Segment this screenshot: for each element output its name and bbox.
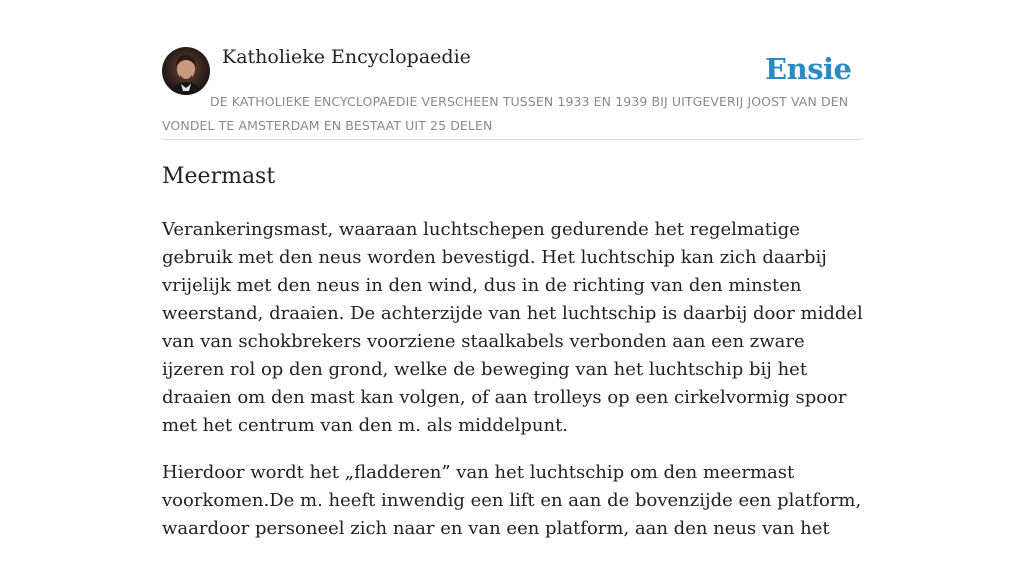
article-paragraph: Verankeringsmast, waaraan luchtschepen gedurende het regelmatige gebruik met den neus worden bevestigd. Het luchtschip kan zich daarbij vrijelijk met den neus in den wind, dus in de richting van den minsten weerstand, draaien. De achterzijde van het luchtschip is daarbij door middel van van schokbrekers voorziene staalkabels verbonden aan een zware ijzeren rol op den grond, welke de beweging van het luchtschip bij het draaien om den mast kan volgen, of aan trolleys op een cirkelvormig spoor met het centrum van den m. als middelpunt.: [162, 219, 863, 436]
portrait-icon: [162, 47, 210, 95]
publication-title[interactable]: Katholieke Encyclopaedie: [222, 46, 471, 68]
publication-description: DE KATHOLIEKE ENCYCLOPAEDIE VERSCHEEN TUSSEN 1933 EN 1939 BIJ UITGEVERIJ JOOST VAN DEN VONDEL TE AMSTERDAM EN BESTAAT UIT 25 DELEN: [162, 94, 849, 133]
article-paragraph: Hierdoor wordt het „fladderen” van het luchtschip om den meermast voorkomen.De m. heeft inwendig een lift en aan de bovenzijde een platform, waardoor personeel zich naar en van een platform, aan den neus van het: [162, 462, 862, 539]
header-divider: [162, 139, 862, 140]
article-body: [162, 216, 864, 562]
brand-logo[interactable]: Ensie: [765, 52, 852, 86]
publication-avatar[interactable]: [162, 47, 210, 95]
article-title: Meermast: [162, 164, 276, 189]
